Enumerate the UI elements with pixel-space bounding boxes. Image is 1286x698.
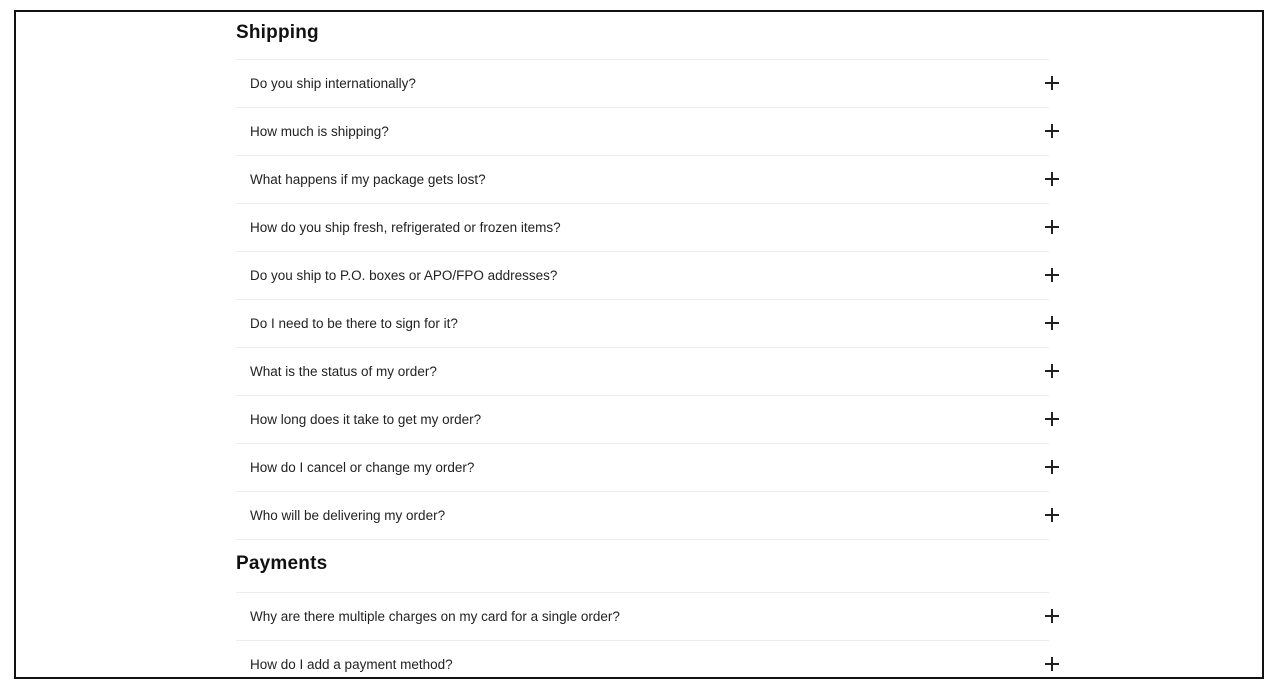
section-title-payments: Payments [236, 553, 328, 574]
plus-icon[interactable] [1045, 460, 1059, 474]
faq-item[interactable] [236, 348, 1049, 396]
faq-item[interactable] [236, 156, 1049, 204]
faq-item[interactable] [236, 300, 1049, 348]
faq-item[interactable] [236, 108, 1049, 156]
faq-item[interactable] [236, 396, 1049, 444]
page-frame [14, 10, 1264, 679]
plus-icon[interactable] [1045, 220, 1059, 234]
faq-item[interactable] [236, 492, 1049, 540]
plus-icon[interactable] [1045, 124, 1059, 138]
faq-question: What happens if my package gets lost? [250, 172, 486, 187]
plus-icon[interactable] [1045, 657, 1059, 671]
plus-icon[interactable] [1045, 316, 1059, 330]
faq-item[interactable] [236, 593, 1049, 641]
faq-question: How do I add a payment method? [250, 657, 453, 672]
plus-icon[interactable] [1045, 76, 1059, 90]
faq-question: How long does it take to get my order? [250, 412, 482, 427]
plus-icon[interactable] [1045, 508, 1059, 522]
faq-question: Why are there multiple charges on my card for a single order? [250, 609, 620, 624]
faq-item[interactable] [236, 641, 1049, 679]
faq-item[interactable] [236, 204, 1049, 252]
faq-item[interactable] [236, 60, 1049, 108]
faq-question: Who will be delivering my order? [250, 508, 446, 523]
plus-icon[interactable] [1045, 172, 1059, 186]
plus-icon[interactable] [1045, 268, 1059, 282]
faq-question: What is the status of my order? [250, 364, 437, 379]
plus-icon[interactable] [1045, 609, 1059, 623]
plus-icon[interactable] [1045, 364, 1059, 378]
faq-question: Do I need to be there to sign for it? [250, 316, 458, 331]
faq-item[interactable] [236, 252, 1049, 300]
faq-question: Do you ship to P.O. boxes or APO/FPO addresses? [250, 268, 558, 283]
faq-item[interactable] [236, 444, 1049, 492]
plus-icon[interactable] [1045, 412, 1059, 426]
section-title-shipping: Shipping [236, 22, 319, 43]
faq-list-shipping [236, 59, 1049, 540]
faq-question: How do you ship fresh, refrigerated or frozen items? [250, 220, 561, 235]
faq-question: How much is shipping? [250, 124, 389, 139]
faq-list-payments [236, 592, 1049, 679]
faq-content [236, 12, 1049, 679]
faq-question: How do I cancel or change my order? [250, 460, 475, 475]
faq-question: Do you ship internationally? [250, 76, 416, 91]
